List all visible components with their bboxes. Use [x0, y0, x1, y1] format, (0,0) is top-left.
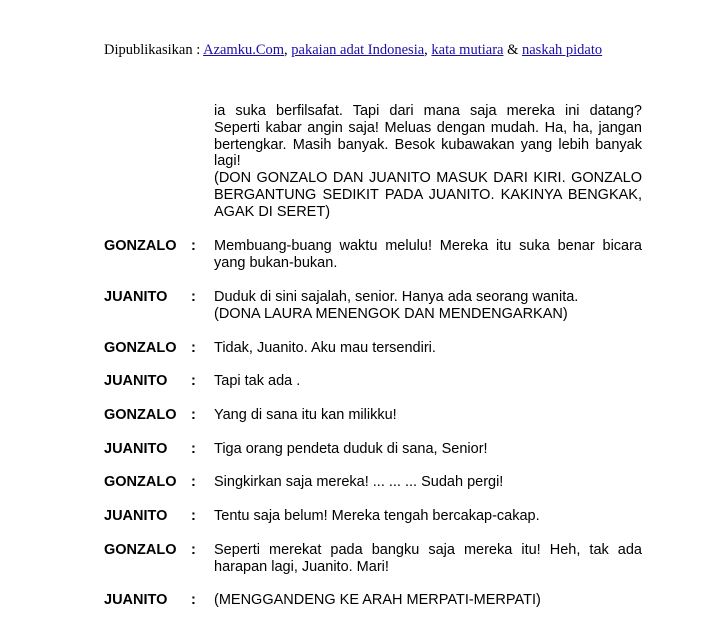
dialogue-text: harapan lagi, Juanito. Mari! [214, 558, 389, 575]
speaker-name: JUANITO [104, 289, 168, 305]
dialogue-text: Tidak, Juanito. Aku mau tersendiri. [214, 340, 436, 356]
speaker-colon: : [191, 592, 196, 608]
speaker-name: GONZALO [104, 542, 177, 558]
speaker-name: GONZALO [104, 238, 177, 254]
dialogue-line [214, 508, 642, 525]
dialogue-line [214, 592, 642, 609]
speaker-colon: : [191, 474, 196, 490]
continuation-paragraph [214, 103, 642, 221]
continuation-line: ia suka berfilsafat. Tapi dari mana saja mereka ini datang? [214, 103, 642, 119]
header-separator: , [284, 42, 292, 58]
speaker-name: JUANITO [104, 508, 168, 524]
dialogue-text: Yang di sana itu kan milikku! [214, 407, 397, 423]
continuation-line: (DON GONZALO DAN JUANITO MASUK DARI KIRI. GONZALO [214, 170, 642, 187]
link-kata-mutiara[interactable]: kata mutiara [431, 42, 504, 58]
dialogue-line [214, 474, 642, 491]
dialogue-text: Tapi tak ada . [214, 373, 301, 389]
dialogue-text: (MENGGANDENG KE ARAH MERPATI-MERPATI) [214, 592, 541, 608]
continuation-line: BERGANTUNG SEDIKIT PADA JUANITO. KAKINYA BENGKAK, [214, 186, 642, 203]
dialogue-line [214, 441, 642, 458]
dialogue-line [214, 289, 642, 323]
speaker-name: GONZALO [104, 340, 177, 356]
speaker-colon: : [191, 542, 196, 558]
dialogue-line [214, 238, 642, 272]
link-pakaian-adat[interactable]: pakaian adat Indonesia [291, 42, 425, 58]
continuation-line: AGAK DI SERET) [214, 203, 331, 220]
dialogue-text: yang bukan-bukan. [214, 254, 338, 271]
dialogue-line [214, 373, 642, 390]
speaker-name: JUANITO [104, 592, 168, 608]
speaker-colon: : [191, 238, 196, 254]
dialogue-text: Tentu saja belum! Mereka tengah bercakap-cakap. [214, 508, 540, 524]
speaker-name: JUANITO [104, 441, 168, 457]
speaker-colon: : [191, 407, 196, 423]
header-separator: , [424, 42, 432, 58]
speaker-colon: : [191, 289, 196, 305]
dialogue-text: (DONA LAURA MENENGOK DAN MENDENGARKAN) [214, 305, 568, 322]
dialogue-line [214, 542, 642, 576]
speaker-colon: : [191, 441, 196, 457]
link-azamku[interactable]: Azamku.Com [203, 42, 285, 58]
dialogue-text: Duduk di sini sajalah, senior. Hanya ada seorang wanita. [214, 289, 579, 305]
dialogue-text: Singkirkan saja mereka! ... ... ... Sudah pergi! [214, 474, 504, 490]
header-prefix: Dipublikasikan : [104, 42, 204, 58]
speaker-colon: : [191, 340, 196, 356]
dialogue-line [214, 340, 642, 357]
speaker-name: JUANITO [104, 373, 168, 389]
header-separator: & [503, 42, 522, 58]
speaker-colon: : [191, 508, 196, 524]
continuation-line: Seperti kabar angin saja! Meluas dengan mudah. Ha, ha, jangan [214, 119, 642, 136]
publisher-header [104, 42, 602, 59]
dialogue-line [214, 407, 642, 424]
speaker-name: GONZALO [104, 474, 177, 490]
speaker-name: GONZALO [104, 407, 177, 423]
link-naskah-pidato[interactable]: naskah pidato [522, 42, 603, 58]
continuation-line: bertengkar. Masih banyak. Besok kubawakan yang lebih banyak [214, 136, 642, 153]
dialogue-text: Seperti merekat pada bangku saja mereka itu! Heh, tak ada [214, 542, 642, 558]
speaker-colon: : [191, 373, 196, 389]
continuation-line: lagi! [214, 153, 241, 170]
dialogue-text: Tiga orang pendeta duduk di sana, Senior! [214, 441, 488, 457]
dialogue-text: Membuang-buang waktu melulu! Mereka itu suka benar bicara [214, 238, 642, 254]
